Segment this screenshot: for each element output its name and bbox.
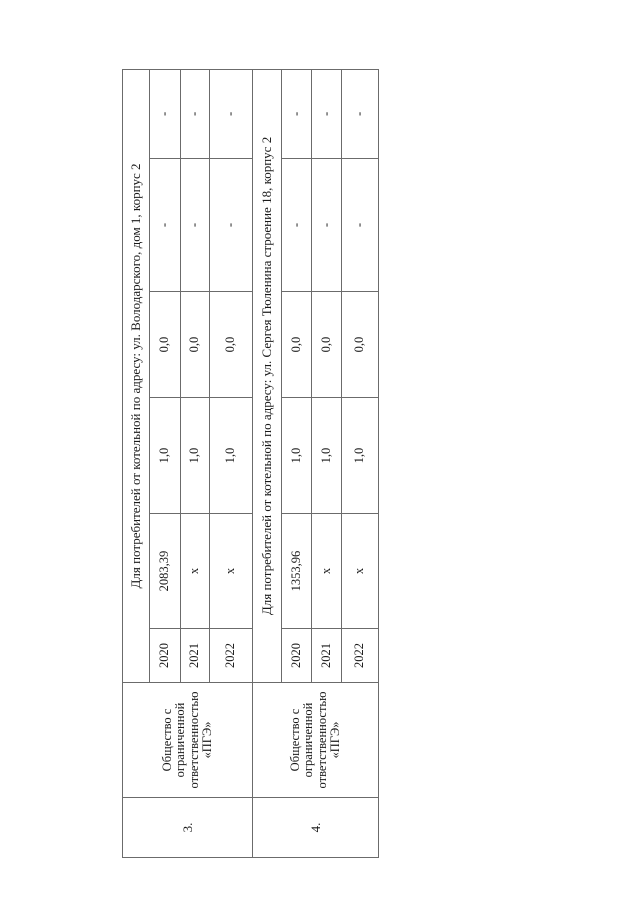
org-name-3: Общество с ограниченной ответственностью «ПГЭ» (123, 683, 253, 798)
ratio-value: 1,0 (282, 398, 312, 514)
dash-value: - (150, 159, 181, 292)
dash-value: - (210, 159, 253, 292)
dash-value: - (312, 69, 342, 158)
ratio-value: 1,0 (150, 398, 181, 514)
percent-value: 0,0 (282, 292, 312, 398)
table-row-heading-3 (123, 69, 150, 857)
ratio-value: 1,0 (181, 398, 210, 514)
boiler-heading-3: Для потребителей от котельной по адресу: ул. Володарского, дом 1, корпус 2 (123, 69, 150, 682)
ratio-value: 1,0 (342, 398, 379, 514)
dash-value: - (342, 69, 379, 158)
percent-value: 0,0 (312, 292, 342, 398)
tariff-value: х (312, 514, 342, 629)
row-number-4: 4. (253, 798, 379, 858)
tariff-value: 2083,39 (150, 514, 181, 629)
dash-value: - (312, 159, 342, 292)
dash-value: - (282, 69, 312, 158)
percent-value: 0,0 (150, 292, 181, 398)
dash-value: - (181, 159, 210, 292)
org-name-4: Общество с ограниченной ответственностью «ПГЭ» (253, 683, 379, 798)
boiler-heading-4: Для потребителей от котельной по адресу: ул. Сергея Тюленина строение 18, корпус 2 (253, 69, 282, 682)
dash-value: - (181, 69, 210, 158)
year-cell: 2022 (342, 629, 379, 683)
ratio-value: 1,0 (210, 398, 253, 514)
year-cell: 2020 (282, 629, 312, 683)
ratio-value: 1,0 (312, 398, 342, 514)
dash-value: - (342, 159, 379, 292)
year-cell: 2020 (150, 629, 181, 683)
tariff-value: х (181, 514, 210, 629)
dash-value: - (150, 69, 181, 158)
rotated-table-page (122, 70, 378, 858)
year-cell: 2022 (210, 629, 253, 683)
year-cell: 2021 (312, 629, 342, 683)
row-number-3: 3. (123, 798, 253, 858)
dash-value: - (282, 159, 312, 292)
percent-value: 0,0 (181, 292, 210, 398)
tariff-value: х (342, 514, 379, 629)
tariff-value: 1353,96 (282, 514, 312, 629)
year-cell: 2021 (181, 629, 210, 683)
table-row-heading-4 (253, 69, 282, 857)
percent-value: 0,0 (342, 292, 379, 398)
tariff-table (122, 69, 379, 858)
tariff-value: х (210, 514, 253, 629)
dash-value: - (210, 69, 253, 158)
percent-value: 0,0 (210, 292, 253, 398)
